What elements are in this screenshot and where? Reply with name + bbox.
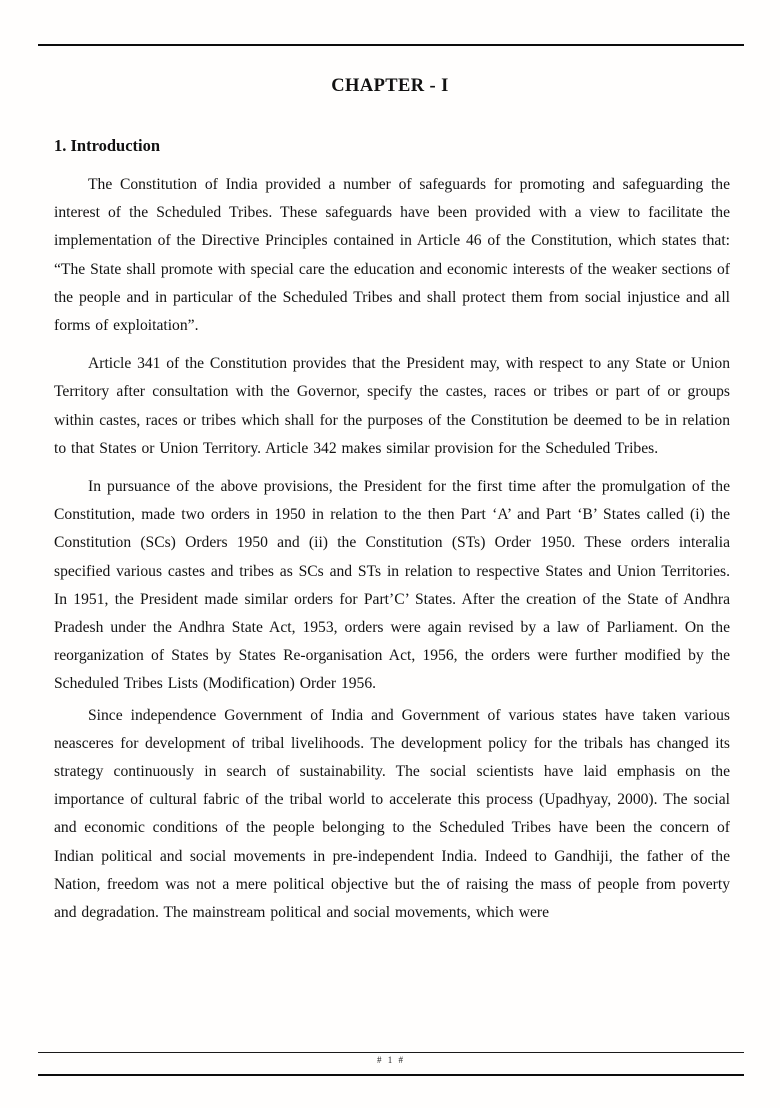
chapter-title: CHAPTER - I — [331, 76, 449, 96]
section-heading: 1. Introduction — [54, 136, 161, 155]
page-number: # 1 # — [377, 1055, 405, 1065]
paragraph-3: In pursuance of the above provisions, the President for the first time after the promulgation of the Constitution, made two orders in 1950 in relation to the then Part ‘A’ and Part ‘B’ States called (i) the Constitution (SCs) Orders 1950 and (ii) the Constitution (STs) Order 1950. These orders interalia specified various castes and tribes as SCs and STs in relation to respective States and Union Territories. In 1951, the President made similar orders for Part’C’ States. After the creation of the State of Andhra Pradesh under the Andhra State Act, 1953, orders were again revised by a law of Parliament. On the reorganization of States by States Re-organisation Act, 1956, the orders were further modified by the Scheduled Tribes Lists (Modification) Order 1956. — [54, 478, 730, 693]
page-footer — [38, 1052, 744, 1076]
top-rule — [38, 44, 744, 46]
footer-rule-thick — [38, 1074, 744, 1076]
paragraph-1: The Constitution of India provided a number of safeguards for promoting and safeguarding the interest of the Scheduled Tribes. These safeguards have been provided with a view to facilitate the implementation of the Directive Principles contained in Article 46 of the Constitution, which states that: “The State shall promote with special care the education and economic interests of the weaker sections of the people and in particular of the Scheduled Tribes and shall protect them from social injustice and all forms of exploitation”. — [54, 176, 730, 335]
paragraph-2: Article 341 of the Constitution provides that the President may, with respect to any State or Union Territory after consultation with the Governor, specify the castes, races or tribes or part of or groups within castes, races or tribes which shall for the purposes of the Constitution be deemed to be in relation to that States or Union Territory. Article 342 makes similar provision for the Scheduled Tribes. — [54, 355, 730, 457]
page-content — [54, 136, 730, 927]
paragraph-4: Since independence Government of India and Government of various states have taken various neasceres for development of tribal livelihoods. The development policy for the tribals has changed its strategy continuously in search of sustainability. The social scientists have laid emphasis on the importance of cultural fabric of the tribal world to accelerate this process (Upadhyay, 2000). The social and economic conditions of the people belonging to the Scheduled Tribes have been the concern of Indian political and social movements in pre-independent India. Indeed to Gandhiji, the father of the Nation, freedom was not a mere political objective but the of raising the mass of people from poverty and degradation. The mainstream political and social movements, which were — [54, 706, 730, 922]
